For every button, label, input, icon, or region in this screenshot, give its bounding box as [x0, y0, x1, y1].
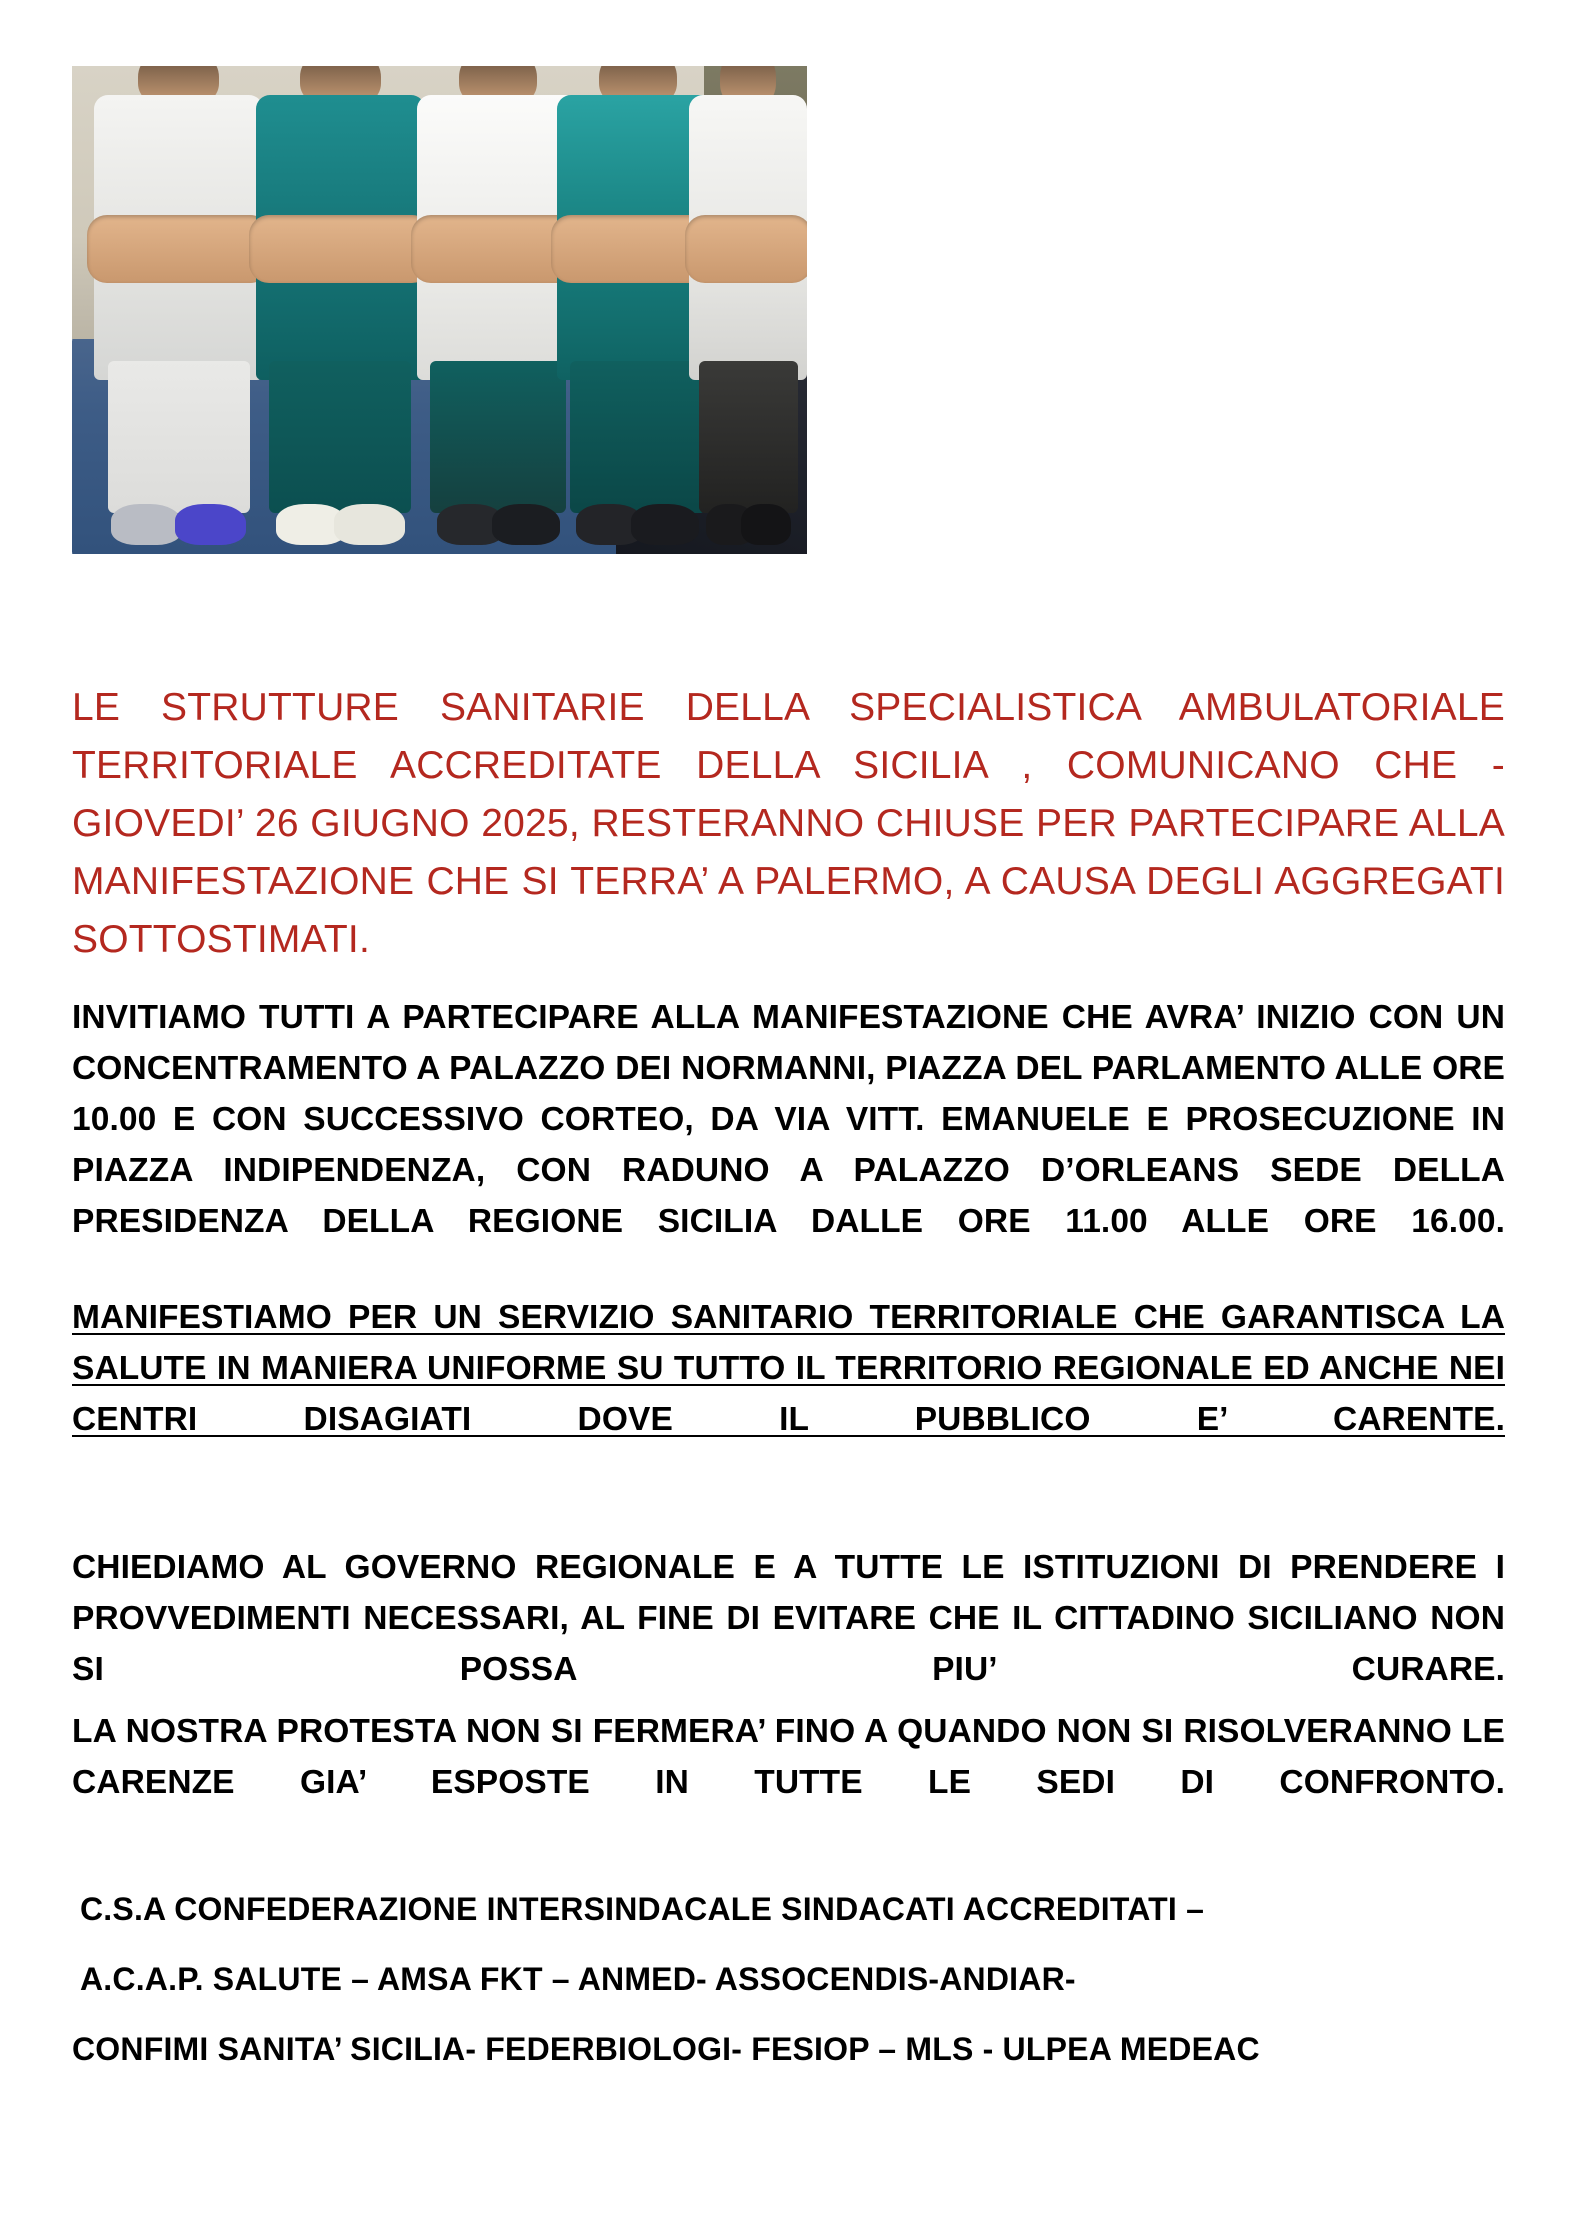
- photo-scene: [72, 66, 807, 554]
- photo-person-arms: [249, 215, 432, 284]
- photo-person-5: [689, 95, 807, 554]
- photo-person-arms: [87, 215, 270, 284]
- photo-person-shoe-right: [175, 504, 246, 545]
- photo-person-2: [256, 95, 425, 554]
- headline-red-paragraph: LE STRUTTURE SANITARIE DELLA SPECIALISTICA AMBULATORIALE TERRITORIALE ACCREDITATE DELLA SICILIA , COMUNICANO CHE - GIOVEDI’ 26 GIUGNO 2025, RESTERANNO CHIUSE PER PARTECIPARE ALLA MANIFESTAZIONE CHE SI TERRA’ A PALERMO, A CAUSA DEGLI AGGREGATI SOTTOSTIMATI.: [72, 686, 1505, 961]
- photo-person-shoe-left: [111, 504, 182, 545]
- paragraph-chiediamo: CHIEDIAMO AL GOVERNO REGIONALE E A TUTTE LE ISTITUZIONI DI PRENDERE I PROVVEDIMENTI NECESSARI, AL FINE DI EVITARE CHE IL CITTADINO SICILIANO NON SI POSSA PIU’ CURARE.: [72, 1548, 1505, 1688]
- photo-person-legs: [570, 361, 706, 512]
- signature-line-1: C.S.A CONFEDERAZIONE INTERSINDACALE SINDACATI ACCREDITATI –: [80, 1891, 1205, 1927]
- paragraph-invito: INVITIAMO TUTTI A PARTECIPARE ALLA MANIFESTAZIONE CHE AVRA’ INIZIO CON UN CONCENTRAMENTO A PALAZZO DEI NORMANNI, PIAZZA DEL PARLAMENTO ALLE ORE 10.00 E CON SUCCESSIVO CORTEO, DA VIA VITT. EMANUELE E PROSECUZIONE IN PIAZZA INDIPENDENZA, CON RADUNO A PALAZZO D’ORLEANS SEDE DELLA PRESIDENZA DELLA REGIONE SICILIA DALLE ORE 11.00 ALLE ORE 16.00.: [72, 998, 1505, 1240]
- healthcare-workers-photo: [72, 66, 807, 554]
- photo-person-legs: [430, 361, 566, 512]
- photo-person-shoe-right: [741, 504, 790, 545]
- photo-person-1: [94, 95, 263, 554]
- photo-person-legs: [699, 361, 798, 512]
- photo-person-arms: [685, 215, 807, 284]
- paragraph-manifestiamo: MANIFESTIAMO PER UN SERVIZIO SANITARIO TERRITORIALE CHE GARANTISCA LA SALUTE IN MANIERA UNIFORME SU TUTTO IL TERRITORIO REGIONALE ED ANCHE NEI CENTRI DISAGIATI DOVE IL PUBBLICO E’ CARENTE.: [72, 1298, 1505, 1438]
- photo-person-shoe-right: [492, 504, 560, 545]
- photo-person-shoe-right: [334, 504, 405, 545]
- signature-line-3: CONFIMI SANITA’ SICILIA- FEDERBIOLOGI- FESIOP – MLS - ULPEA MEDEAC: [72, 2031, 1260, 2067]
- photo-person-legs: [269, 361, 411, 512]
- photo-person-legs: [108, 361, 250, 512]
- photo-person-3: [417, 95, 579, 554]
- paragraph-protesta: LA NOSTRA PROTESTA NON SI FERMERA’ FINO A QUANDO NON SI RISOLVERANNO LE CARENZE GIA’ ESPOSTE IN TUTTE LE SEDI DI CONFRONTO.: [72, 1712, 1505, 1801]
- signature-line-2: A.C.A.P. SALUTE – AMSA FKT – ANMED- ASSOCENDIS-ANDIAR-: [80, 1961, 1076, 1997]
